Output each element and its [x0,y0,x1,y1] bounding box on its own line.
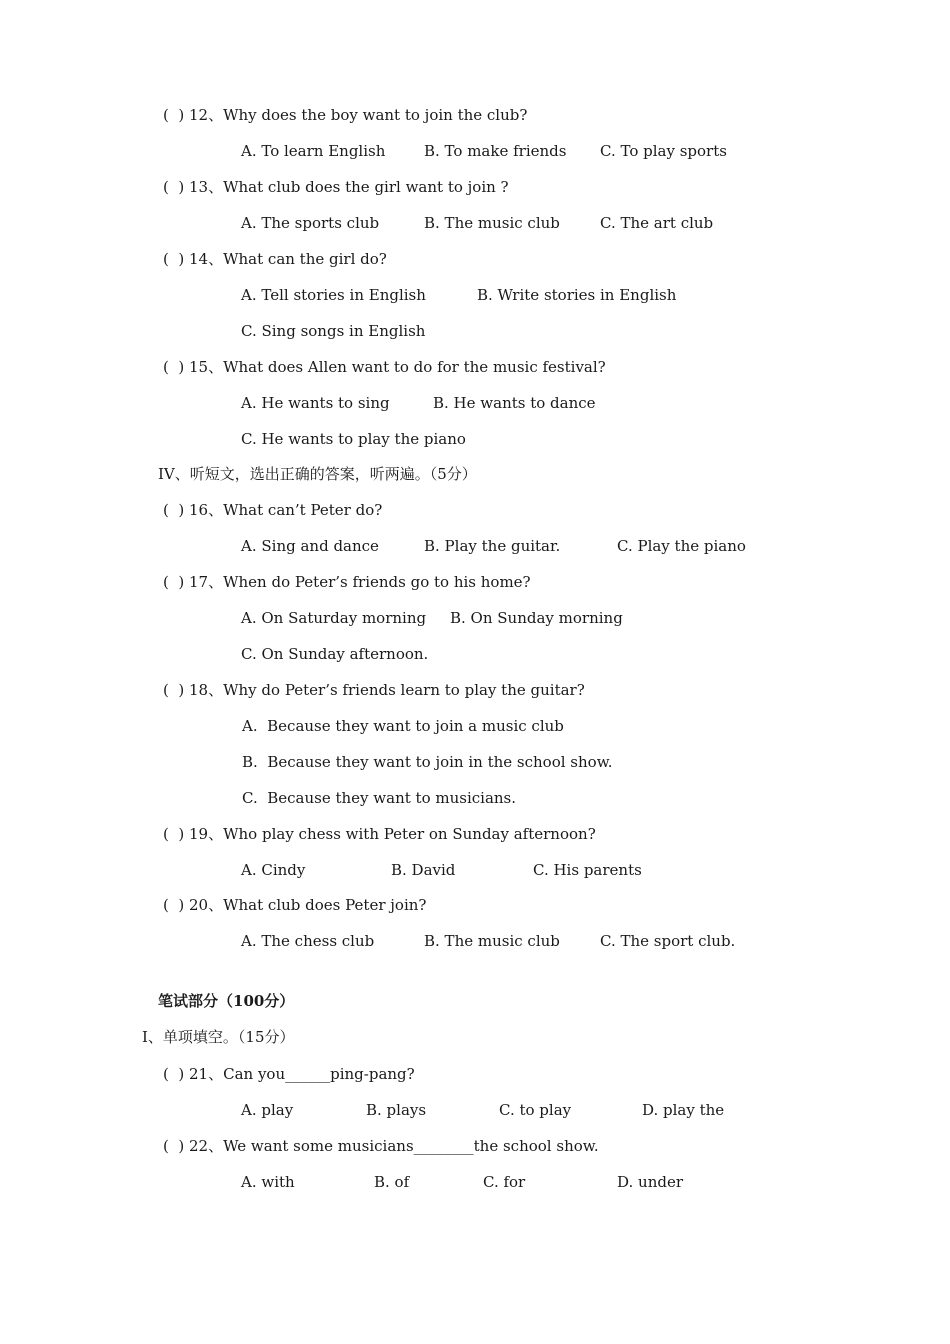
question-16-option-c: C. Play the piano [617,537,746,555]
question-17-option-b: B. On Sunday morning [450,609,623,627]
question-13-option-c: C. The art club [600,214,714,232]
question-15-option-a: A. He wants to sing [241,394,390,412]
question-17-option-c: C. On Sunday afternoon. [241,645,429,663]
question-21-option-a: A. play [241,1101,294,1119]
question-21-option-c: C. to play [499,1101,572,1119]
question-17-option-a: A. On Saturday morning [241,609,427,627]
question-16-stem: ( ) 16、What can’t Peter do? [163,501,383,519]
question-12-option-a: A. To learn English [241,142,386,160]
written-section-heading: 笔试部分（100分） [158,992,295,1010]
question-20-option-c: C. The sport club. [600,932,736,950]
question-13-stem: ( ) 13、What club does the girl want to join ? [163,178,509,196]
question-15-option-c: C. He wants to play the piano [241,430,466,448]
question-19-option-a: A. Cindy [241,861,306,879]
section-1-heading: I、单项填空。（15分） [142,1028,295,1046]
question-19-stem: ( ) 19、Who play chess with Peter on Sunday afternoon? [163,825,596,843]
question-21-option-b: B. plays [366,1101,427,1119]
question-22-option-a: A. with [241,1173,295,1191]
question-21-option-d: D. play the [642,1101,725,1119]
question-12-stem: ( ) 12、Why does the boy want to join the club? [163,106,528,124]
question-22-option-c: C. for [483,1173,526,1191]
question-12-option-c: C. To play sports [600,142,727,160]
question-16-option-a: A. Sing and dance [241,537,379,555]
question-20-option-b: B. The music club [424,932,560,950]
question-13-option-b: B. The music club [424,214,560,232]
question-14-option-a: A. Tell stories in English [241,286,426,304]
question-19-option-c: C. His parents [533,861,642,879]
question-18-stem: ( ) 18、Why do Peter’s friends learn to play the guitar? [163,681,585,699]
question-20-stem: ( ) 20、What club does Peter join? [163,896,427,914]
question-18-option-b: B. Because they want to join in the school show. [242,753,613,771]
question-14-option-c: C. Sing songs in English [241,322,426,340]
question-15-stem: ( ) 15、What does Allen want to do for the music festival? [163,358,606,376]
question-22-stem: ( ) 22、We want some musicians________the school show. [163,1137,599,1155]
question-14-option-b: B. Write stories in English [477,286,677,304]
question-22-option-d: D. under [617,1173,683,1191]
question-18-option-c: C. Because they want to musicians. [242,789,517,807]
question-13-option-a: A. The sports club [241,214,380,232]
question-18-option-a: A. Because they want to join a music club [242,717,564,735]
section-4-heading: IV、听短文，选出正确的答案，听两遍。（5分） [158,465,477,483]
question-15-option-b: B. He wants to dance [433,394,596,412]
question-14-stem: ( ) 14、What can the girl do? [163,250,387,268]
question-16-option-b: B. Play the guitar. [424,537,561,555]
question-12-option-b: B. To make friends [424,142,567,160]
question-20-option-a: A. The chess club [241,932,375,950]
question-17-stem: ( ) 17、When do Peter’s friends go to his home? [163,573,531,591]
question-22-option-b: B. of [374,1173,410,1191]
question-19-option-b: B. David [391,861,456,879]
question-21-stem: ( ) 21、Can you______ping-pang? [163,1065,415,1083]
